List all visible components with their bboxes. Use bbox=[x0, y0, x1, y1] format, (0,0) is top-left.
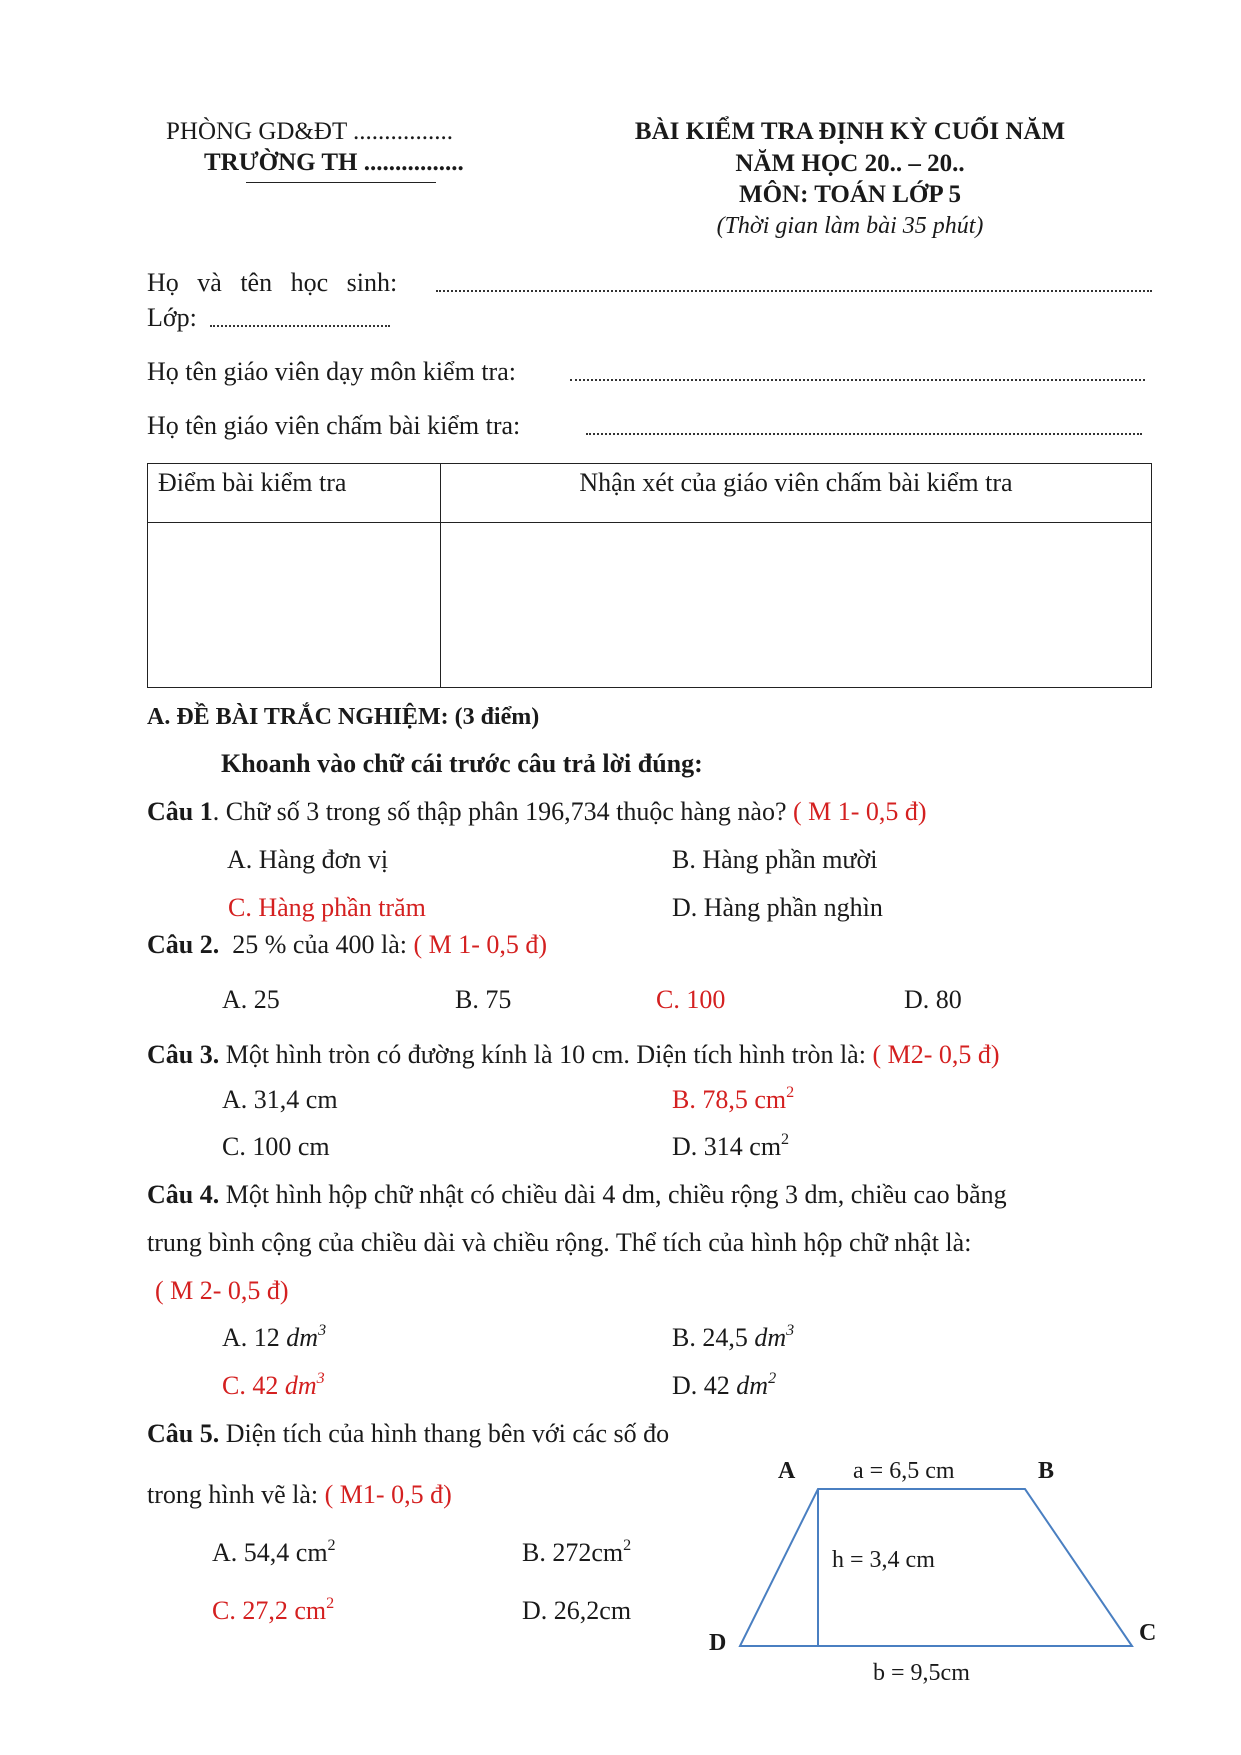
question-3-text: Một hình tròn có đường kính là 10 cm. Diện tích hình tròn là: bbox=[225, 1040, 866, 1069]
vertex-d-label: D bbox=[709, 1630, 727, 1656]
q4-option-a[interactable]: A. 12 $dm^3$ bbox=[222, 1321, 327, 1352]
question-1-level: ( M 1- 0,5 đ) bbox=[793, 797, 927, 826]
question-4-line-1: Câu 4. Một hình hộp chữ nhật có chiều dài 4 dm, chiều rộng 3 dm, chiều cao bằng bbox=[147, 1180, 1007, 1209]
vertex-c-label: C bbox=[1139, 1620, 1157, 1646]
question-2-text: 25 % của 400 là: bbox=[232, 930, 407, 959]
q4-option-b[interactable]: B. 24,5 $dm^3$ bbox=[672, 1321, 795, 1352]
section-a-instruction: Khoanh vào chữ cái trước câu trả lời đúng: bbox=[221, 749, 703, 778]
q2-option-d[interactable]: D. 80 bbox=[904, 985, 962, 1014]
q1-option-a[interactable]: A. Hàng đơn vị bbox=[227, 845, 389, 874]
grade-header-comment: Nhận xét của giáo viên chấm bài kiểm tra bbox=[441, 464, 1152, 523]
question-1-text: . Chữ số 3 trong số thập phân 196,734 thuộc hàng nào? bbox=[212, 797, 787, 826]
question-5-line-2: trong hình vẽ là: ( M1- 0,5 đ) bbox=[147, 1480, 452, 1509]
q3-option-a[interactable]: A. 31,4 cm bbox=[222, 1085, 338, 1114]
q1-option-c[interactable]: C. Hàng phần trăm bbox=[228, 893, 426, 922]
section-a-title: A. ĐỀ BÀI TRẮC NGHIỆM: (3 điểm) bbox=[147, 704, 540, 730]
subject-title: MÔN: TOÁN LỚP 5 bbox=[738, 181, 961, 208]
q5-option-c[interactable]: C. 27,2 $cm^2$ bbox=[212, 1594, 335, 1625]
vertex-b-label: B bbox=[1038, 1458, 1055, 1484]
question-2-label: Câu 2. bbox=[147, 930, 220, 959]
question-5-level: ( M1- 0,5 đ) bbox=[324, 1480, 452, 1509]
grade-header-score: Điểm bài kiểm tra bbox=[148, 464, 441, 523]
question-4-label: Câu 4. bbox=[147, 1180, 220, 1209]
question-4-level: ( M 2- 0,5 đ) bbox=[155, 1276, 289, 1305]
student-name-label: Họ và tên học sinh: bbox=[147, 268, 398, 297]
duration-note: (Thời gian làm bài 35 phút) bbox=[716, 213, 984, 239]
teacher-label: Họ tên giáo viên dạy môn kiểm tra: bbox=[147, 357, 516, 386]
question-5-label: Câu 5. bbox=[147, 1419, 220, 1448]
q2-option-b[interactable]: B. 75 bbox=[455, 985, 512, 1014]
q2-option-a[interactable]: A. 25 bbox=[222, 985, 280, 1014]
question-4-line-2: trung bình cộng của chiều dài và chiều rộng. Thể tích của hình hộp chữ nhật là: bbox=[147, 1228, 972, 1257]
q1-option-d[interactable]: D. Hàng phần nghìn bbox=[672, 893, 883, 922]
q3-option-c[interactable]: C. 100 cm bbox=[222, 1132, 330, 1161]
question-2-level: ( M 1- 0,5 đ) bbox=[413, 930, 548, 959]
grader-label: Họ tên giáo viên chấm bài kiểm tra: bbox=[147, 411, 521, 440]
top-base-label: a = 6,5 cm bbox=[853, 1458, 955, 1484]
q2-option-c[interactable]: C. 100 bbox=[656, 985, 726, 1014]
q3-option-d[interactable]: D. 314 $cm^2$ bbox=[672, 1130, 790, 1161]
department-label: PHÒNG GD&ĐT ................ bbox=[166, 118, 454, 145]
height-label: h = 3,4 cm bbox=[832, 1547, 935, 1573]
q3-option-b[interactable]: B. 78,5 $cm^2$ bbox=[672, 1083, 795, 1114]
q5-option-d[interactable]: D. 26,2cm bbox=[522, 1596, 632, 1625]
question-3-label: Câu 3. bbox=[147, 1040, 220, 1069]
q1-option-b[interactable]: B. Hàng phần mười bbox=[672, 845, 878, 874]
exam-title: BÀI KIỂM TRA ĐỊNH KỲ CUỐI NĂM bbox=[634, 118, 1066, 145]
q5-option-a[interactable]: A. 54,4 $cm^2$ bbox=[212, 1536, 336, 1567]
bottom-base-label: b = 9,5cm bbox=[873, 1660, 970, 1686]
school-year: NĂM HỌC 20.. – 20.. bbox=[735, 150, 965, 177]
school-label: TRƯỜNG TH ................ bbox=[204, 149, 464, 176]
question-3-level: ( M2- 0,5 đ) bbox=[872, 1040, 1000, 1069]
question-5-line-1: Câu 5. Diện tích của hình thang bên với các số đo bbox=[147, 1419, 670, 1448]
trapezoid-shape bbox=[740, 1489, 1132, 1646]
q4-option-c[interactable]: C. 42 $dm^3$ bbox=[222, 1369, 325, 1400]
q5-option-b[interactable]: B. $272cm^2$ bbox=[522, 1536, 632, 1567]
question-1-label: Câu 1 bbox=[147, 797, 213, 826]
vertex-a-label: A bbox=[778, 1458, 796, 1484]
class-label: Lớp: bbox=[147, 303, 197, 332]
q4-option-d[interactable]: D. 42 $dm^2$ bbox=[672, 1369, 777, 1400]
